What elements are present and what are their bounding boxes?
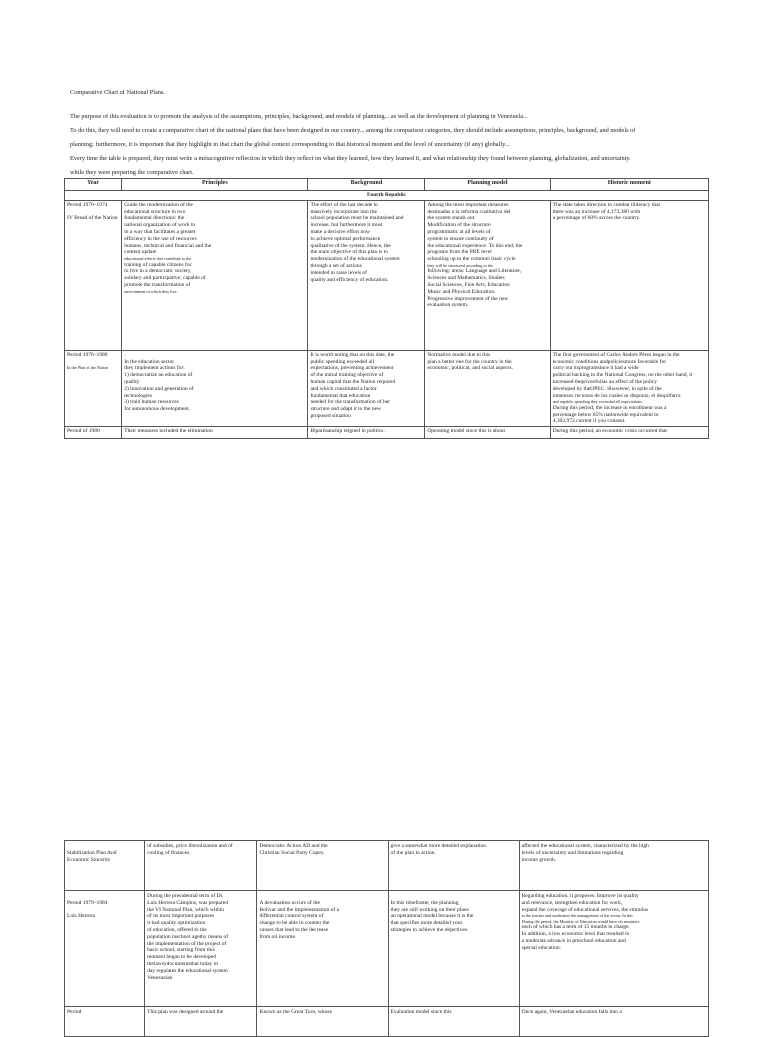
cell-text-line: During this period, the increase in enrollment was a xyxy=(552,404,667,411)
cell-text-line: Music and Physical Education. xyxy=(427,288,496,295)
cell-text-line: educational structure in two xyxy=(124,208,186,215)
cell-background xyxy=(308,350,425,426)
cell-text-line: Evaluation model since this xyxy=(390,1009,452,1015)
header-historic-moment: Historic moment xyxy=(550,179,708,191)
cell-historic xyxy=(550,427,708,439)
cell-principles xyxy=(145,1007,257,1037)
cell-year xyxy=(65,427,122,439)
cell-text-line: Christian Social Party Copey. xyxy=(259,849,325,856)
cell-text-line: carry out itsprogramsince it had a wide xyxy=(552,365,639,372)
cell-year xyxy=(65,200,122,350)
cell-text-line: they implement actions for: xyxy=(124,365,185,372)
cell-text-line: IV Bread of the Nation xyxy=(67,215,118,222)
cell-text-line: Economic Sincerity xyxy=(67,856,111,863)
cell-text-line: solidary and participative; capable of xyxy=(124,275,206,282)
cell-text-line: population inschool agetby means of xyxy=(147,933,229,940)
cell-historic xyxy=(550,350,708,426)
cell-text-line: and relevance, strengthen education for work, xyxy=(521,899,623,906)
cell-text-line xyxy=(67,359,119,366)
cell-text-line: promote the transformation of xyxy=(124,281,191,288)
cell-text-line: educational efforts that contribute to the xyxy=(124,256,192,262)
cell-text-line: technologies xyxy=(124,392,153,399)
table-row xyxy=(65,350,709,426)
cell-text-line: destinadas a la reforma cualitativa del xyxy=(427,208,511,215)
cell-principles xyxy=(122,427,308,439)
cell-text-line: economic, political, and social aspects. xyxy=(427,365,513,372)
cell-text-line: thelawsydocumentsthat today in xyxy=(147,960,218,967)
cell-text-line: The state takes direction to combat illiteracy that xyxy=(552,201,661,208)
comparative-table-continued xyxy=(64,840,709,1037)
cell-text-line: Among the most important measures xyxy=(427,201,509,208)
cell-text-line xyxy=(67,893,142,900)
cell-year xyxy=(65,350,122,426)
cell-text-line: needed for the transformation of her xyxy=(310,399,391,406)
cell-text-line: efficiency in the use of resources xyxy=(124,235,197,242)
cell-text-line: . xyxy=(124,351,126,358)
cell-text-line: increased thepriceofoilas an effect of the policy xyxy=(552,378,658,385)
cell-text-line: 1) democratize an education of xyxy=(124,372,193,379)
cell-text-line: Period 1976–1980 xyxy=(67,351,108,358)
header-background: Background xyxy=(308,179,425,191)
cell-text-line: political backing in the National Congress, on the other hand, it xyxy=(552,372,693,379)
cell-text-line: fundamental that education xyxy=(310,392,371,399)
cell-principles xyxy=(122,200,308,350)
cell-principles xyxy=(122,350,308,426)
cell-text-line: a percentage of 60% across the country. xyxy=(552,215,641,222)
cell-text-line: income growth. xyxy=(521,856,557,863)
cell-background xyxy=(308,200,425,350)
cell-text-line: inmensos recursos de los cuales se disponía, el despilfarro xyxy=(552,392,681,399)
cell-background xyxy=(257,841,388,891)
cell-text-line: In the education sector xyxy=(124,358,175,365)
cell-text-line: make a decisive effort now xyxy=(310,228,370,235)
cell-text-line: environment in which they live. xyxy=(124,288,178,294)
cell-text-line: Their measures included the elimination xyxy=(124,428,213,435)
cell-text-line: Progressive improvement of the new xyxy=(427,295,509,302)
cell-text-line: Once again, Venezuelan education falls into a xyxy=(521,1009,622,1015)
subheader-row xyxy=(65,191,709,201)
cell-text-line: the educational experience. To this end, the xyxy=(427,242,523,249)
cell-text-line: public spending exceeded all xyxy=(310,358,375,365)
cell-text-line: schooling up to the common basic cycle xyxy=(427,256,516,263)
cell-planning xyxy=(388,841,519,891)
cell-text-line xyxy=(67,907,142,914)
subheader-fourth-republic: Fourth Republic xyxy=(65,191,709,201)
cell-text-line: Period 1970–1974 xyxy=(67,201,108,208)
cell-text-line: Operating model since this is about xyxy=(427,428,506,435)
cell-text-line: In addition, a low economic level that resulted in xyxy=(521,931,630,937)
cell-text-line: affected the educational system, characterized by the high xyxy=(521,843,649,849)
cell-text-line: intended to raise levels of xyxy=(310,269,367,276)
cell-text-line: of education, offered to the xyxy=(147,926,207,933)
cell-historic xyxy=(519,841,708,891)
cell-text-line: of the plan in action. xyxy=(390,849,436,856)
header-year: Year xyxy=(65,179,122,191)
table-row xyxy=(65,841,709,891)
cell-year xyxy=(65,1007,145,1037)
cell-text-line: training of capable citizens for xyxy=(124,261,192,268)
cell-text-line: 2) innovation and generation of xyxy=(124,385,194,392)
cell-text-line: through a set of actions xyxy=(310,262,362,269)
cell-text-line: an operational model because it is the xyxy=(390,913,474,920)
doc-heading: Comparative Chart of National Plans. xyxy=(70,89,165,96)
cell-background xyxy=(308,427,425,439)
intro-paragraph-2b: planning; furthermore, it is important that they highlight in that chart the global context corresponding to that historical moment and the level of uncertainty (if any) globally... xyxy=(70,141,510,148)
intro-paragraph-4: while they were preparing the comparative chart. xyxy=(70,169,194,176)
cell-text-line: Period of 1980 xyxy=(67,428,100,435)
cell-text-line: the system stands out: xyxy=(427,215,476,222)
cell-text-line: for autonomous development. xyxy=(124,406,191,413)
cell-text-line: programs from the PRE level xyxy=(427,249,492,256)
cell-text-line: During the period, the Ministry of Education would have six ministers xyxy=(521,918,640,924)
cell-text-line: to the teacher and modernize the management of the sector. In this xyxy=(521,913,633,919)
cell-text-line: the VI National Plan, which within xyxy=(147,906,224,913)
cell-text-line: The effort of the last decade to xyxy=(310,201,378,208)
cell-text-line: Guide the modernization of the xyxy=(124,201,193,208)
cell-text-line: it had quality optimization xyxy=(147,920,206,927)
cell-text-line: In this timeframe, the planning xyxy=(390,899,459,906)
cell-text-line: the implementation of the project of xyxy=(147,940,227,947)
cell-text-line: cooling of finances. xyxy=(147,849,191,856)
cell-text-line: Period xyxy=(67,1009,82,1015)
cell-text-line: Sciences and Mathematics, Studies xyxy=(427,275,505,282)
cell-text-line: massively incorporate into the xyxy=(310,208,377,215)
cell-text-line: to live in a democratic society, xyxy=(124,268,192,275)
cell-text-line: of the initial training objective of xyxy=(310,372,384,379)
cell-text-line: that specifies more detailed your xyxy=(390,920,463,927)
cell-text-line: proposed situation xyxy=(310,412,351,419)
cell-text-line: This plan was designed around the xyxy=(147,1009,224,1015)
cell-text-line: economic conditions andpoliciesmore favorable for xyxy=(552,358,667,365)
cell-text-line: Stabilization Plan And xyxy=(67,849,117,856)
cell-text-line: modernization of the educational system xyxy=(310,256,400,263)
cell-text-line: change to be able to counter the xyxy=(259,920,330,927)
cell-text-line: During this period, an economic crisis occurred that xyxy=(552,428,667,435)
cell-text-line: Bipartisanship reigned in politics. xyxy=(310,428,385,435)
cell-historic xyxy=(550,200,708,350)
cell-planning xyxy=(425,350,550,426)
table-row xyxy=(65,891,709,1007)
cell-text-line: following: areas: Language and Literature, xyxy=(427,268,522,275)
cell-text-line: humans, technical and financial and the xyxy=(124,242,212,249)
cell-text-line: 4,302,972.current if you consent. xyxy=(552,418,626,425)
cell-text-line: During the presidential term of Dr. xyxy=(147,893,224,899)
intro-paragraph-3: Every time the table is prepared, they must write a metacognitive reflection in which they reflect on what they learned, how they learned it, and what relationship they found between planning, globalization, and uncertainty. xyxy=(70,155,631,162)
cell-text-line: Social Sciences, Fine Arts, Education xyxy=(427,281,510,288)
cell-text-line: developed by theOPEC. Showever, in spite of the xyxy=(552,385,662,392)
cell-text-line: programmatic at all levels of xyxy=(427,228,491,235)
comparative-table xyxy=(64,178,709,439)
header-principles: Principles xyxy=(122,179,308,191)
cell-text-line: to achieve optimal performance xyxy=(310,235,381,242)
table-row xyxy=(65,427,709,439)
cell-text-line: school population must be maintained and xyxy=(310,215,404,222)
cell-text-line xyxy=(67,843,142,850)
cell-historic xyxy=(519,1007,708,1037)
cell-text-line: percentage below 65% nationwide equivalent to xyxy=(552,411,659,418)
cell-planning xyxy=(388,1007,519,1037)
cell-text-line: It is worth noting that on this date, the xyxy=(310,351,395,358)
header-planning-model: Planning model xyxy=(425,179,550,191)
cell-planning xyxy=(425,200,550,350)
table-row xyxy=(65,200,709,350)
cell-text-line: expectations, preventing achievement xyxy=(310,365,394,372)
intro-paragraph-2a: To do this, they will need to create a comparative chart of the national plans that have been designed in our country... among the comparison categories, they should include assumptions, principles, background, and models of xyxy=(70,127,636,134)
cell-text-line: Luis Herrera xyxy=(67,913,95,920)
cell-text-line: day regulates the educational system xyxy=(147,967,228,974)
cell-planning xyxy=(388,891,519,1007)
cell-text-line: Regarding education, it proposes: Improve its quality xyxy=(521,893,639,899)
cell-text-line: 3) train human resources xyxy=(124,399,179,406)
cell-year xyxy=(65,891,145,1007)
cell-background xyxy=(257,891,388,1007)
cell-text-line: human capital that the Nation required xyxy=(310,378,396,385)
cell-text-line: there was an increase of 4,173,380 with xyxy=(552,208,641,215)
cell-principles xyxy=(145,841,257,891)
cell-text-line: in a way that facilitates a greater xyxy=(124,228,196,235)
cell-text-line xyxy=(391,893,517,900)
cell-principles xyxy=(145,891,257,1007)
cell-text-line: expand the coverage of educational services, the stimulus xyxy=(521,906,649,913)
cell-text-line: Known as the Great Turn, whose xyxy=(259,1009,332,1015)
cell-year xyxy=(65,841,145,891)
cell-text-line: Bolívar and the implementation of a xyxy=(259,906,340,913)
cell-text-line: increase, but furthermore it must xyxy=(310,222,383,229)
cell-text-line: differential control system of xyxy=(259,913,324,920)
cell-text-line: and republic spending they exceeded all expectations. xyxy=(552,399,643,405)
cell-text-line: a moderate advance in preschool education and xyxy=(521,937,626,944)
cell-text-line: of its most important purposes xyxy=(147,913,215,920)
cell-text-line xyxy=(259,893,385,900)
cell-text-line: from oil income. xyxy=(259,933,297,940)
cell-text-line: causes that lead to the decrease xyxy=(259,926,329,933)
cell-text-line: quality xyxy=(124,378,140,385)
cell-text-line: Venezuelan xyxy=(147,974,173,981)
cell-text-line: of subsidies, price liberalization and of xyxy=(147,843,233,849)
cell-text-line: structure and adapt it to the new xyxy=(310,406,382,413)
cell-text-line: fundamental directions: the xyxy=(124,215,185,222)
table-header-row xyxy=(65,179,709,191)
cell-text-line: they are still working on their plans xyxy=(390,906,469,913)
cell-text-line: The first government of Carlos Andrés Pérez began in the xyxy=(552,351,680,358)
cell-text-line: Period 1979–1984 xyxy=(67,899,108,906)
cell-text-line: moment began to be developed xyxy=(147,954,216,961)
cell-text-line: Modification of the structure xyxy=(427,222,491,229)
cell-text-line: strategies to achieve the objectives. xyxy=(390,926,469,933)
cell-historic xyxy=(519,891,708,1007)
cell-text-line: quality and efficiency of education. xyxy=(310,276,389,283)
cell-text-line: system to ensure continuity of xyxy=(427,235,494,242)
cell-text-line: national organization of work in xyxy=(124,222,195,229)
cell-text-line: Normative model due to this xyxy=(427,351,491,358)
cell-text-line: plan a better one for the country in the xyxy=(427,358,512,365)
cell-text-line: basic school, starting from this xyxy=(147,947,215,954)
cell-text-line: qualitative of the system. Hence, the xyxy=(310,242,391,249)
intro-paragraph-1: The purpose of this evaluation is to promote the analysis of the assumptions, principles, background, and models of planning... as well as the development of planning in Venezuela... xyxy=(70,113,528,120)
cell-text-line: A devaluation occurs of the xyxy=(259,899,320,906)
cell-background xyxy=(257,1007,388,1037)
cell-text-line: special education. xyxy=(521,944,562,951)
cell-text-line: content update xyxy=(124,249,157,256)
cell-text-line: the main objective of this plan is to xyxy=(310,249,388,256)
cell-text-line: each of which has a term of 15 months in charge. xyxy=(521,924,630,931)
cell-text-line: Democratic Action AD and the xyxy=(259,843,328,849)
cell-text-line: and which constituted a factor xyxy=(310,385,377,392)
cell-text-line: Luis Herrera Cámpins, was prepared xyxy=(147,899,228,906)
cell-planning xyxy=(425,427,550,439)
cell-text-line: they will be structured according to the xyxy=(427,262,493,268)
cell-text-line: In the Plan of the Nation xyxy=(67,365,109,371)
cell-text-line: evaluation system. xyxy=(427,302,469,309)
cell-text-line: levels of uncertainty and limitations regarding xyxy=(521,849,624,856)
cell-text-line: give a somewhat more detailed explanation xyxy=(390,843,486,849)
table-row xyxy=(65,1007,709,1037)
